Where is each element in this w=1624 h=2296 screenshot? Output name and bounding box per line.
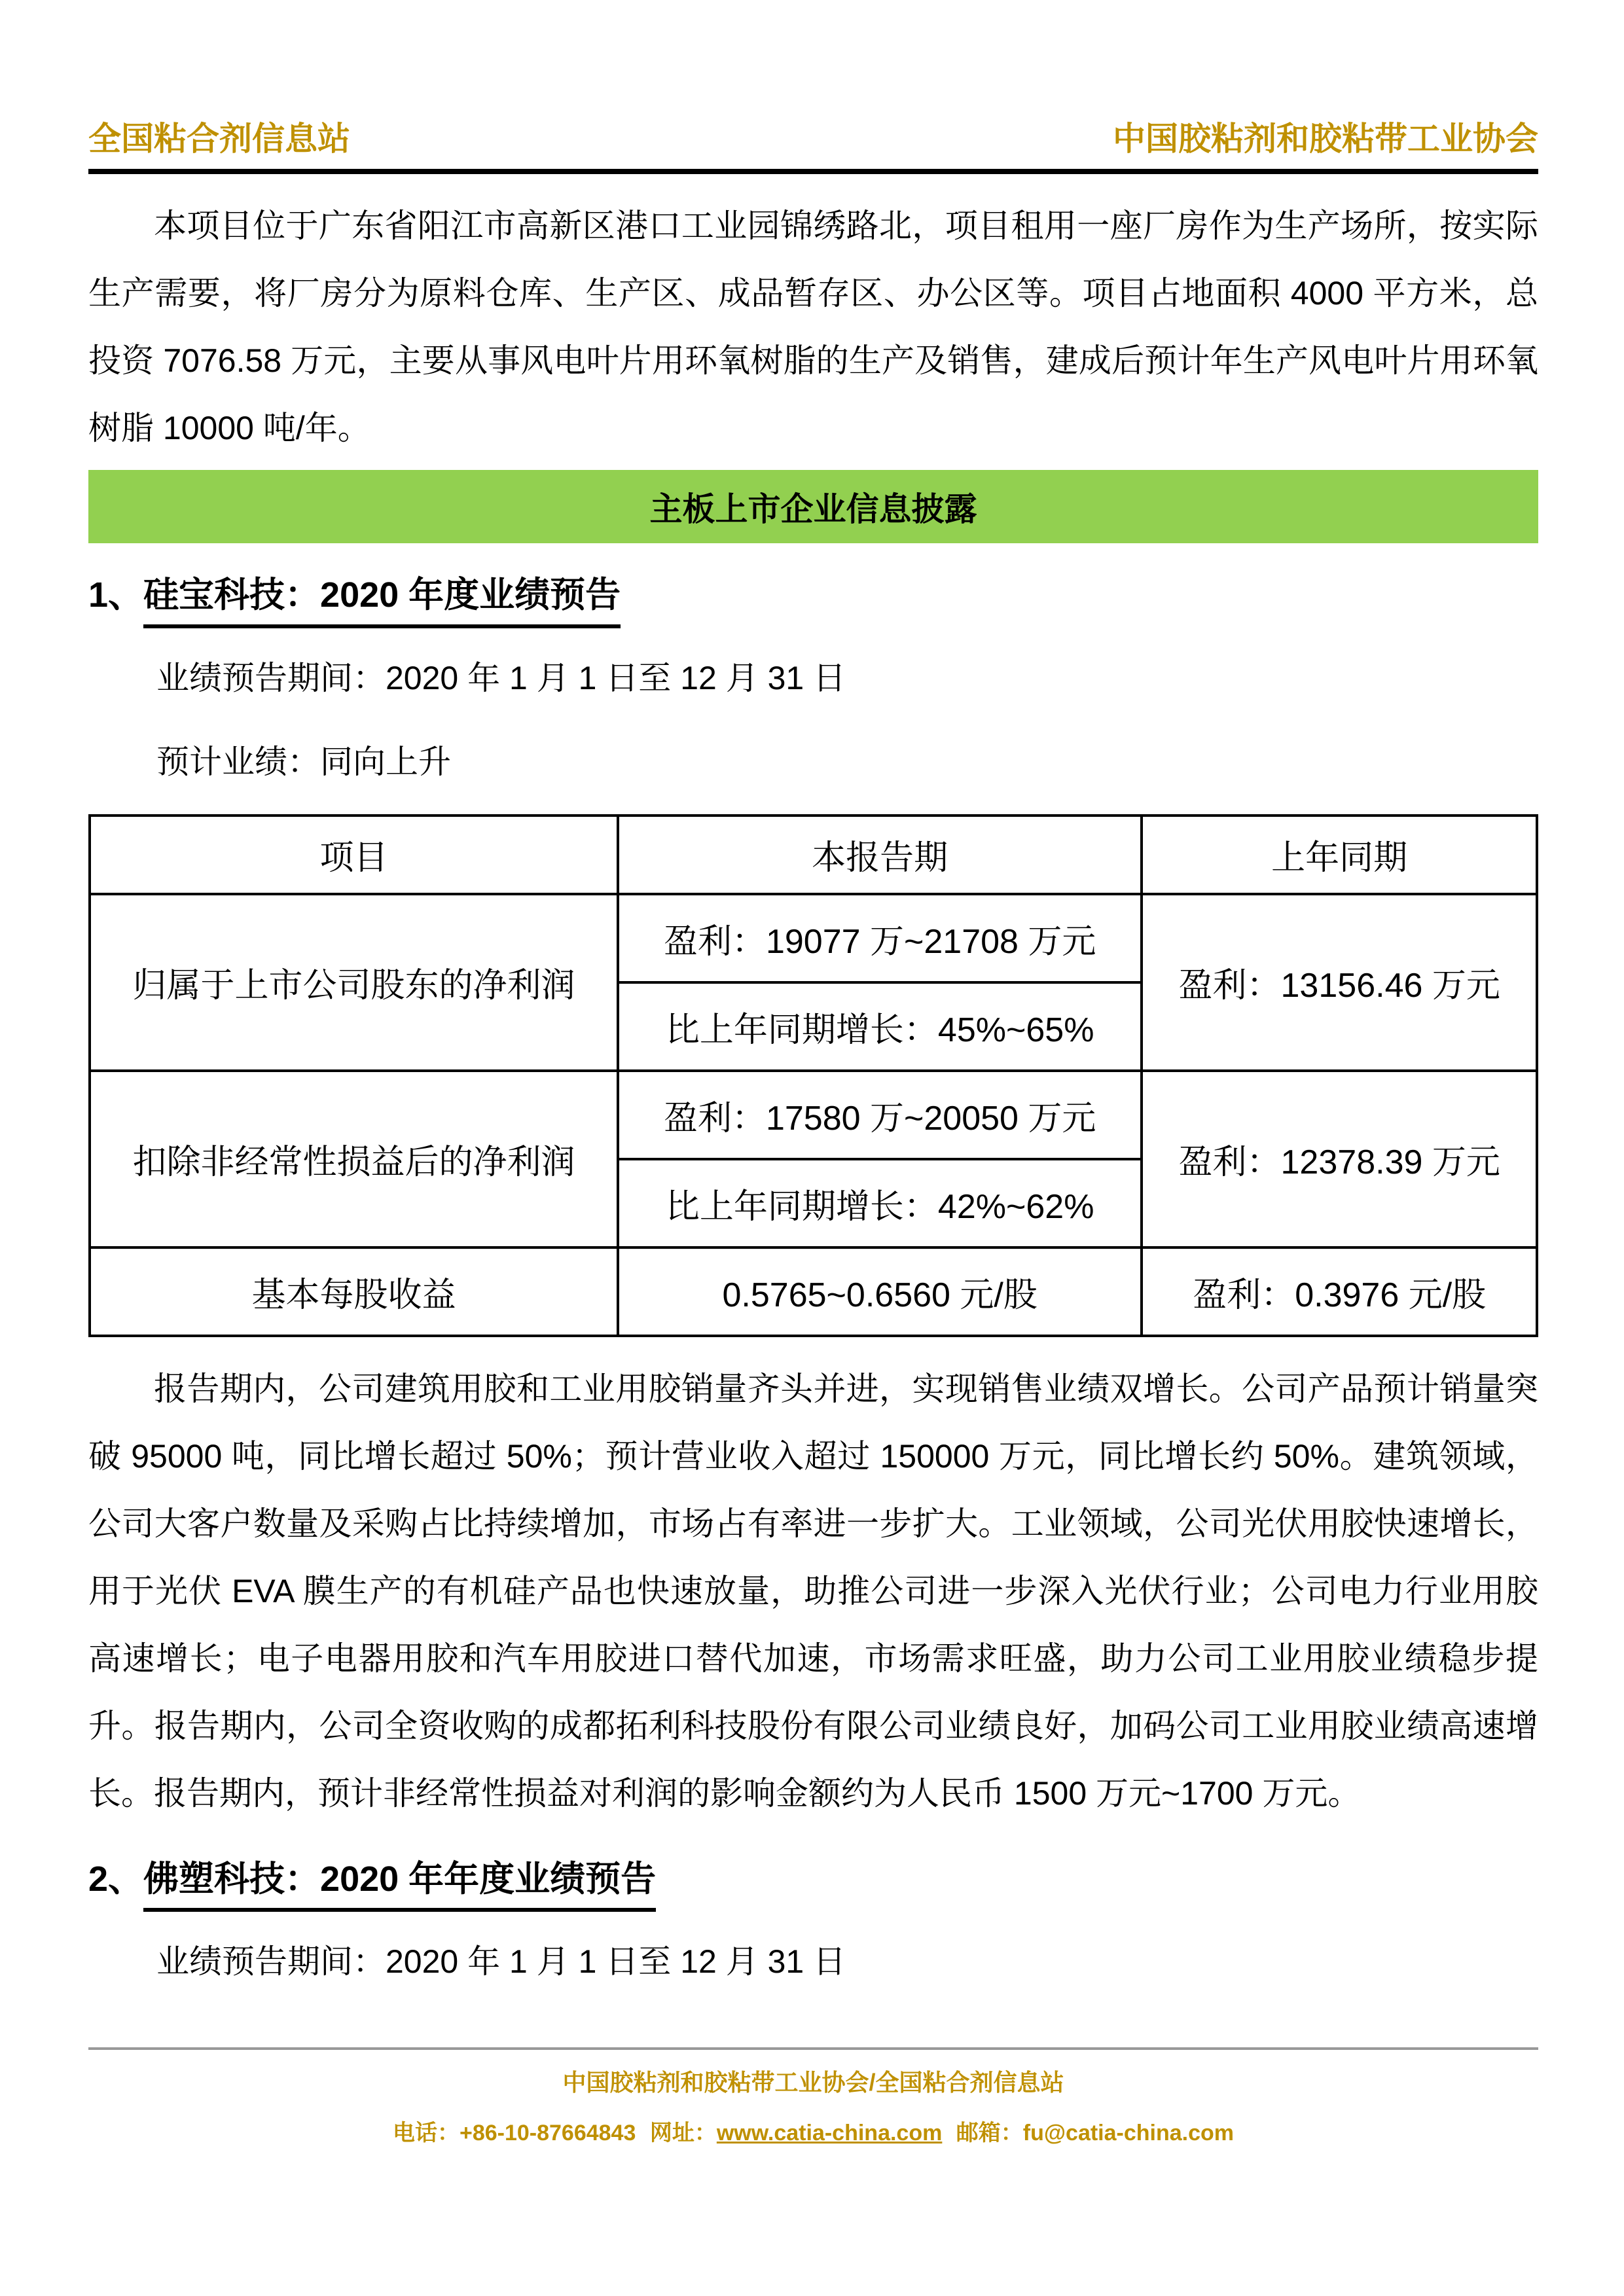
page-footer — [88, 2047, 1538, 2147]
analysis-paragraph: 报告期内，公司建筑用胶和工业用胶销量齐头并进，实现销售业绩双增长。公司产品预计销量突破 95000 吨，同比增长超过 50%；预计营业收入超过 150000 万元，同比增长约 50%。建筑领域，公司大客户数量及采购占比持续增加，市场占有率进一步扩大。工业领域，公司光伏用胶快速增长，用于光伏 EVA 膜生产的有机硅产品也快速放量，助推公司进一步深入光伏行业；公司电力行业用胶高速增长；电子电器用胶和汽车用胶进口替代加速，市场需求旺盛，助力公司工业用胶业绩稳步提升。报告期内，公司全资收购的成都拓利科技股份有限公司业绩良好，加码公司工业用胶业绩高速增长。报告期内，预计非经常性损益对利润的影响金额约为人民币 1500 万元~1700 万元。 — [88, 1370, 1538, 1812]
col-header-prior-period: 上年同期 — [1142, 816, 1537, 894]
cell-deducted-profit-prior: 盈利：12378.39 万元 — [1142, 1071, 1537, 1247]
section-banner — [88, 470, 1538, 543]
footer-contact-line — [88, 2115, 1538, 2147]
website-link[interactable]: www.catia-china.com — [716, 2121, 943, 2145]
header-right-title: 中国胶粘剂和胶粘带工业协会 — [1113, 120, 1538, 157]
section1-number: 1、 — [88, 575, 144, 615]
cell-eps-label: 基本每股收益 — [90, 1247, 618, 1336]
section2-period-line: 业绩预告期间：2020 年 1 月 1 日至 12 月 31 日 — [156, 1943, 846, 1980]
banner-title: 主板上市企业信息披露 — [649, 491, 977, 528]
cell-net-profit-current-growth: 比上年同期增长：45%~65% — [618, 982, 1142, 1071]
table-row — [90, 894, 1537, 982]
header-left-title: 全国粘合剂信息站 — [88, 120, 350, 157]
performance-table — [88, 814, 1538, 1337]
section1-heading — [88, 573, 1538, 628]
cell-net-profit-current-profit: 盈利：19077 万~21708 万元 — [618, 894, 1142, 982]
section2-heading — [88, 1857, 1538, 1912]
footer-phone: 电话：+86-10-87664843 — [392, 2121, 636, 2145]
page-header — [88, 113, 1538, 174]
cell-eps-prior: 盈利：0.3976 元/股 — [1142, 1247, 1537, 1336]
cell-deducted-profit-label: 扣除非经常性损益后的净利润 — [90, 1071, 618, 1247]
footer-web-label: 网址： — [649, 2121, 717, 2145]
section1-forecast-line: 预计业绩：同向上升 — [156, 743, 451, 780]
footer-org-line: 中国胶粘剂和胶粘带工业协会/全国粘合剂信息站 — [562, 2069, 1064, 2096]
page-content — [88, 0, 1538, 1996]
section2-title: 佛塑科技：2020 年年度业绩预告 — [143, 1857, 656, 1912]
section1-title: 硅宝科技：2020 年度业绩预告 — [143, 573, 621, 628]
table-header-row — [90, 816, 1537, 894]
cell-deducted-profit-current-profit: 盈利：17580 万~20050 万元 — [618, 1071, 1142, 1159]
footer-email: 邮箱：fu@catia-china.com — [956, 2121, 1235, 2145]
cell-net-profit-label: 归属于上市公司股东的净利润 — [90, 894, 618, 1071]
col-header-item: 项目 — [90, 816, 618, 894]
col-header-current-period: 本报告期 — [618, 816, 1142, 894]
cell-eps-current: 0.5765~0.6560 元/股 — [618, 1247, 1142, 1336]
cell-net-profit-prior: 盈利：13156.46 万元 — [1142, 894, 1537, 1071]
cell-deducted-profit-current-growth: 比上年同期增长：42%~62% — [618, 1159, 1142, 1247]
section2-number: 2、 — [88, 1859, 144, 1899]
section1-period-line: 业绩预告期间：2020 年 1 月 1 日至 12 月 31 日 — [156, 659, 846, 696]
intro-paragraph: 本项目位于广东省阳江市高新区港口工业园锦绣路北，项目租用一座厂房作为生产场所，按实际生产需要，将厂房分为原料仓库、生产区、成品暂存区、办公区等。项目占地面积 4000 平方米，总投资 7076.58 万元，主要从事风电叶片用环氧树脂的生产及销售，建成后预计年生产风电叶片用环氧树脂 10000 吨/年。 — [88, 207, 1538, 446]
table-row — [90, 1247, 1537, 1336]
table-row — [90, 1071, 1537, 1159]
